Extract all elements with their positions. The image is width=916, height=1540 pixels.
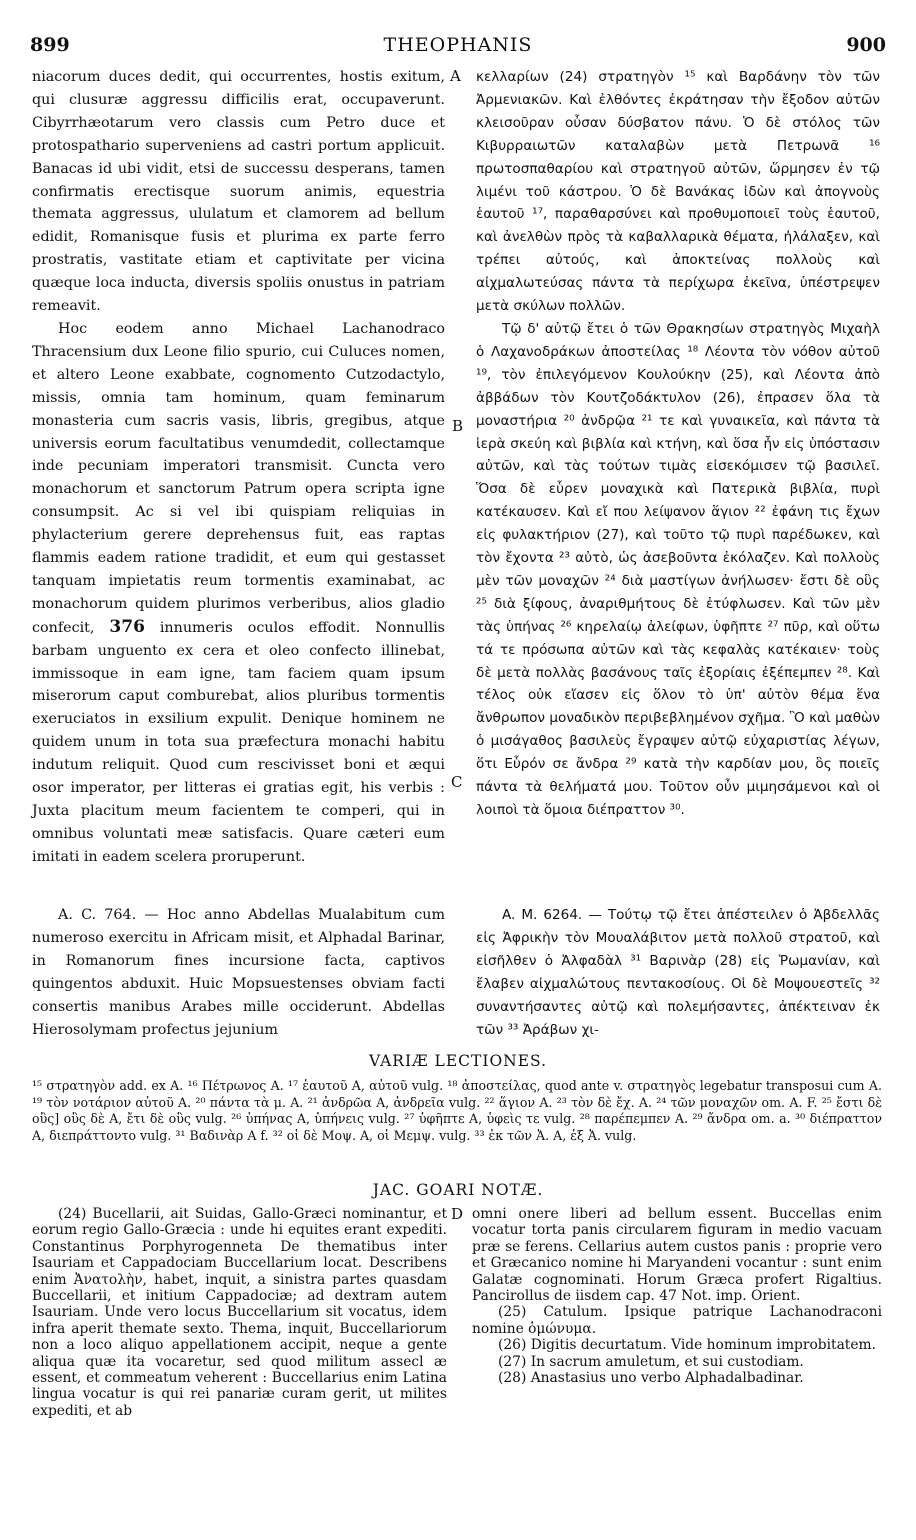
greek-column	[476, 66, 880, 822]
latin-paragraph-2	[32, 318, 445, 869]
running-title: THEOPHANIS	[383, 34, 533, 56]
greek-paragraph-2: Τῷ δ' αὐτῷ ἔτει ὁ τῶν Θρακησίων στρατηγὸς Μιχαὴλ ὁ Λαχανοδράκων ἀποστείλας ¹⁸ Λέοντα τὸν νόθον αὐτοῦ ¹⁹, τὸν ἐπιλεγόμενον Κουλούκην (25), καὶ Λέοντα ἀπὸ ἀββάδων τὸν Κουτζοδάκτυλον (26), ἐπρασεν ὅλα τὰ μοναστήρια ²⁰ ἀνδρῷα ²¹ τε καὶ γυναικεῖα, καὶ πάντα τὰ ἱερὰ σκεύη καὶ βιβλία καὶ κτήνη, καὶ ὅσα ἦν εἰς ὑπόστασιν αὐτῶν, καὶ τὰς τούτων τιμὰς εἰσεκόμισεν τῷ βασιλεῖ. Ὅσα δὲ εὗρεν μοναχικὰ καὶ Πατερικὰ βιβλία, πυρὶ κατέκαυσεν. Καὶ εἴ που λείψανον ἅγιον ²² ἐφάνη τις ἔχων εἰς φυλακτήριον (27), καὶ τοῦτο τῷ πυρὶ παρέδωκεν, καὶ τὸν ἔχοντα ²³ αὐτὸ, ὡς ἀσεβοῦντα ἐκόλαζεν. Καὶ πολλοὺς μὲν τῶν μοναχῶν ²⁴ διὰ μαστίγων ἀνήλωσεν· ἔστι δὲ οὓς ²⁵ διὰ ξίφους, ἀναριθμήτους δὲ ἐτύφλωσεν. Καὶ τῶν μὲν τὰς ὑπήνας ²⁶ κηρελαίῳ ἀλείφων, ὑφῆπτε ²⁷ πῦρ, καὶ οὕτω τά τε πρόσωπα αὐτῶν καὶ τὰς κεφαλὰς κατέκαιεν· τοὺς δὲ μετὰ πολλὰς βασάνους ταῖς ἐξορίαις ἐξέπεμπεν ²⁸. Καὶ τέλος οὐκ εἴασεν εἰς ὅλον τὸ ὑπ' αὐτὸν θέμα ἕνα ἄνθρωπον μοναδικὸν περιβεβλημένον σχῆμα. Ὃ καὶ μαθὼν ὁ μισάγαθος βασιλεὺς ἔγραψεν αὐτῷ εὐχαριστίας λέγων, ὅτι Εὗρόν σε ἄνδρα ²⁹ κατὰ τὴν καρδίαν μου, ὃς ποιεῖς πάντα τὰ θελήματά μου. Τοῦτον οὖν μιμησάμενοι καὶ οἱ λοιποὶ τὰ ὅμοια διέπραττον ³⁰.	[476, 320, 880, 818]
latin-paragraph-1: niacorum duces dedit, qui occurrentes, hostis exitum, qui clusuræ aggressu difficilis erat, occupaverunt. Cibyrrhæotarum vero classis cum Petro duce et protospathario superveniens ad castri portum applicuit. Banacas id ubi vidit, etsi de successu desperans, tamen confirmatis erectisque suorum animis, equestria themata aggressus, ululatum et clamorem ad bellum edidit, Romanisque fusis et plurima ex parte ferro prostratis, vastitate etiam et captivitate per vicina quæque loca inducta, diversis spoliis onustus in patriam remeavit.	[32, 69, 445, 315]
page-number-left: 899	[30, 34, 70, 56]
note-24-continued: omni onere liberi ad bellum essent. Buccellas enim vocatur torta panis circularem figuram in medio vacuam præ se ferens. Cellarius autem custos panis : proprie vero et Græcanico nomine hi Maryandeni vocantur : sunt enim Galatæ cognominati. Horum Græca profert Rigaltius. Pancirollus de iisdem cap. 47 Not. imp. Orient.	[472, 1206, 882, 1305]
variae-heading: VARIÆ LECTIONES.	[368, 1052, 548, 1070]
greek-year-entry	[476, 904, 880, 1041]
latin-paragraph-2-continued: innumeris oculos effodit. Nonnullis barbam unguento ex cera et oleo confecto illinebat, immissoque in eam igne, tam faciem quam ipsum miserorum caput comburebat, alios pluribus tormentis exeruciatos in exsilium expulit. Denique hominem ne quidem unum in tota sua præfectura monachi habitu indutum reliquit. Quod cum rescivisset boni et æqui osor imperator, per litteras ei gratias egit, his verbis : Juxta placitum meum facientem te comperi, qui in omnibus voluntati meæ satisfacis. Quare cæteri eum imitati in eadem scelera proruperunt.	[32, 619, 446, 865]
notes-left-column	[32, 1206, 447, 1419]
page-number-right: 900	[846, 34, 886, 56]
notae-heading: JAC. GOARI NOTÆ.	[372, 1181, 544, 1199]
margin-marker-c: C	[451, 773, 463, 791]
latin-year-entry	[32, 904, 445, 1041]
note-25: (25) Catulum. Ipsique patrique Lachanodraconi nomine ὁμώνυμα.	[472, 1304, 882, 1337]
margin-marker-d: D	[451, 1205, 464, 1223]
margin-marker-b: B	[452, 417, 464, 435]
greek-paragraph-1: κελλαρίων (24) στρατηγὸν ¹⁵ καὶ Βαρδάνην τὸν τῶν Ἀρμενιακῶν. Καὶ ἐλθόντες ἐκράτησαν τὴν ἔξοδον αὐτῶν κλεισοῦραν οὖσαν δύσβατον πάνυ. Ὁ δὲ στόλος τῶν Κιβυρραιωτῶν καταλαβὼν μετὰ Πετρωνᾶ ¹⁶ πρωτοσπαθαρίου καὶ στρατηγοῦ αὐτῶν, ὥρμησεν ἐν τῷ λιμένι τοῦ κάστρου. Ὁ δὲ Βανάκας ἰδὼν καὶ ἀπογνοὺς ἑαυτοῦ ¹⁷, παραθαρσύνει καὶ προθυμοποιεῖ τοὺς ἑαυτοῦ, καὶ ἀνελθὼν πρὸς τὰ καβαλλαρικὰ θέματα, ἠλάλαξεν, καὶ τρέπει αὐτούς, καὶ ἀποκτείνας πολλοὺς καὶ αἰχμαλωτεύσας πάντα τὰ περίχωρα ἐκεῖνα, ὑπέστρεψεν μετὰ σκύλων πολλῶν.	[476, 69, 880, 315]
note-27: (27) In sacrum amuletum, et sui custodiam.	[498, 1353, 804, 1370]
notes-right-column	[472, 1206, 882, 1386]
latin-paragraph-3: A. C. 764. — Hoc anno Abdellas Mualabitum cum numeroso exercitu in Africam misit, et Alphadal Barinar, in Romanorum fines incursione facta, captivos quingentos abduxit. Huic Mopsuestenses obviam facti consertis manibus Arabes mille occiderunt. Abdellas Hierosolymam profectus jejunium	[32, 907, 445, 1038]
latin-paragraph-2-text: Hoc eodem anno Michael Lachanodraco Thracensium dux Leone filio spurio, cui Culuces nomen, et altero Leone exabbate, cognomento Cutzodactylo, missis, omnia tam hominum, quam feminarum monasteria cum sacris vasis, libris, gregibus, atque universis eorum facultatibus venumdedit, collectamque inde pecuniam imperatori transmisit. Cuncta vero monachorum et sanctorum Patrum opera scripta igne consumpsit. Ac si vel ibi quispiam reliquias in phylacterium gerere deprehensus fuit, eas raptas flammis eadem ratione tradidit, et eum qui gestasset tanquam impietatis reum tormentis examinabat, ac monachorum quidem plurimos verberibus, alios gladio confecit,	[32, 320, 445, 636]
note-26: (26) Digitis decurtatum. Vide hominum improbitatem.	[498, 1337, 876, 1354]
latin-column	[32, 66, 445, 869]
note-24: (24) Bucellarii, ait Suidas, Gallo-Græci nominantur, et eorum regio Gallo-Græcia : unde hi equites erant expediti. Constantinus Porphyrogenneta De thematibus inter Isauriam et Cappadociam Buccellarium locat. Describens enim Ἀνατολὴν, habet, inquit, a sinistra partes quasdam Buccellarii, et initium Cappadociæ; ad dextram autem Isauriam. Unde vero locus Buccellarium sit vocatus, idem infra aperit themate sexto. Thema, inquit, Buccellariorum non a loco aliquo appellationem accipit, neque a gente aliqua quæ ita vocaretur, sed quod militum assecl æ essent, et commeatum veherent : Buccellarius enim Latina lingua vocatur is qui rei panariæ curam gerit, ut milites expediti, et ab	[32, 1206, 447, 1419]
variae-lectiones: ¹⁵ στρατηγὸν add. ex A. ¹⁶ Πέτρωνος A. ¹⁷ ἑαυτοῦ A, αὐτοῦ vulg. ¹⁸ ἀποστείλας, quod ante v. στρατηγὸς legebatur transposui cum A. ¹⁹ τὸν νοτάριον αὐτοῦ A. ²⁰ πάντα τὰ μ. A. ²¹ ἀνδρῶα A, ἀνδρεῖα vulg. ²² ἅγιον A. ²³ τὸν δὲ ἔχ. A. ²⁴ τῶν μοναχῶν om. A. F. ²⁵ ἔστι δὲ οὓς] οὓς δὲ A, ἔτι δὲ οὓς vulg. ²⁶ ὑπήνας A, ὑπήνεις vulg. ²⁷ ὑφῆπτε A, ὑφεὶς τε vulg. ²⁸ παρέπεμπεν A. ²⁹ ἄνδρα om. a. ³⁰ διέπραττον A, διεπράττοντο vulg. ³¹ Βαδινὰρ A f. ³² οἱ δὲ Μοψ. A, οἱ Μεμψ. vulg. ³³ ἐκ τῶν Ἀ. A, ἐξ Ἀ. vulg.	[32, 1078, 882, 1143]
note-28: (28) Anastasius uno verbo Alphadalbadinar.	[498, 1370, 804, 1387]
margin-marker-a: A	[450, 67, 461, 85]
running-header	[30, 34, 886, 60]
column-number: 376	[109, 616, 145, 637]
greek-paragraph-3: A. M. 6264. — Τούτῳ τῷ ἔτει ἀπέστειλεν ὁ Ἀβδελλᾶς εἰς Ἀφρικὴν τὸν Μουαλάβιτον μετὰ πολλοῦ στρατοῦ, καὶ εἰσῆλθεν ὁ Ἀλφαδὰλ ³¹ Βαρινὰρ (28) εἰς Ῥωμανίαν, καὶ ἔλαβεν αἰχμαλώτους πεντακοσίους. Οἱ δὲ Μοψουεστεῖς ³² συναντήσαντες αὐτῷ καὶ πολεμήσαντες, ἀπέκτειναν ἐκ τῶν ³³ Ἀράβων χι-	[476, 907, 880, 1038]
